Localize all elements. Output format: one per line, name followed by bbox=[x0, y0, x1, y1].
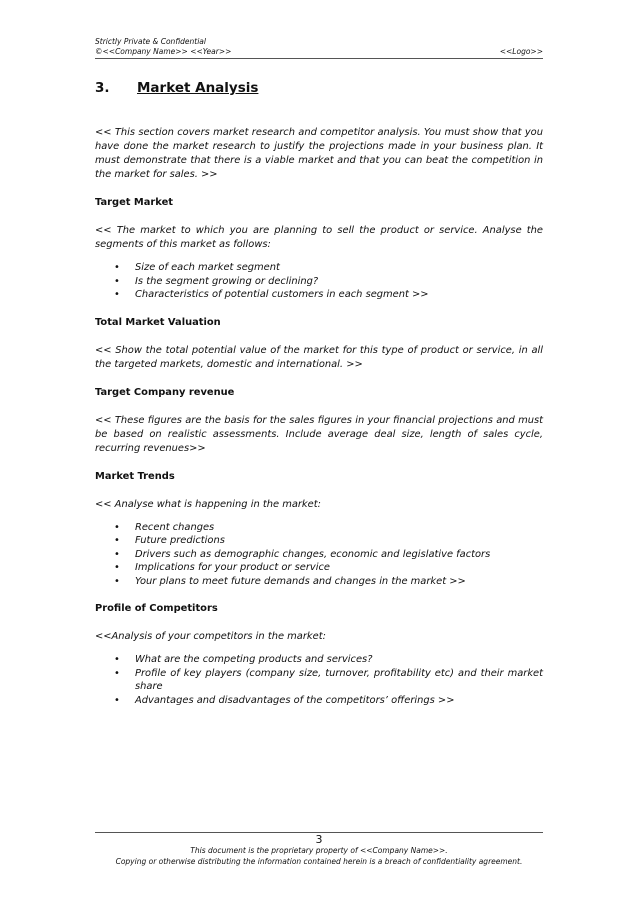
list-item: • Recent changes bbox=[114, 521, 215, 533]
bullet-icon: • bbox=[114, 562, 120, 573]
proprietary-notice: This document is the proprietary property of <<Company Name>>. bbox=[190, 846, 448, 855]
list-item: • Drivers such as demographic changes, economic and legislative factors bbox=[114, 548, 491, 560]
target-market-list bbox=[95, 261, 543, 302]
copyright-warning: Copying or otherwise distributing the information contained herein is a breach of confidentiality agreement. bbox=[115, 856, 523, 866]
list-item: • Implications for your product or service bbox=[114, 562, 330, 573]
page-number: 3 bbox=[315, 833, 323, 846]
section-body bbox=[95, 126, 543, 707]
list-item: • Your plans to meet future demands and changes in the market >> bbox=[114, 575, 466, 587]
competitors-heading: Profile of Competitors bbox=[95, 603, 218, 614]
list-item: • What are the competing products and services? bbox=[114, 654, 373, 665]
bullet-icon: • bbox=[114, 575, 120, 587]
market-trends-list bbox=[95, 521, 543, 589]
copyright-notice: ©<<Company Name>> <<Year>> bbox=[95, 47, 232, 56]
list-item: • Size of each market segment bbox=[114, 262, 280, 273]
bullet-icon: • bbox=[114, 548, 120, 560]
target-revenue-heading: Target Company revenue bbox=[95, 386, 235, 398]
list-item: • Future predictions bbox=[114, 535, 225, 546]
list-item: • Profile of key players (company size, turnover, profitability etc) and their market share bbox=[114, 667, 543, 692]
header-divider bbox=[95, 58, 543, 59]
bullet-icon: • bbox=[114, 667, 120, 679]
bullet-icon: • bbox=[114, 289, 120, 300]
list-item: • Characteristics of potential customers in each segment >> bbox=[114, 289, 429, 300]
confidential-notice: Strictly Private & Confidential bbox=[95, 37, 206, 46]
logo-placeholder: <<Logo>> bbox=[499, 47, 543, 56]
page-footer bbox=[60, 846, 578, 867]
market-trends-text: << Analyse what is happening in the market: bbox=[95, 498, 321, 510]
page-header bbox=[95, 37, 543, 57]
bullet-icon: • bbox=[114, 262, 120, 273]
bullet-icon: • bbox=[114, 535, 120, 546]
section-number: 3. bbox=[95, 80, 110, 96]
bullet-icon: • bbox=[114, 694, 120, 706]
target-market-heading: Target Market bbox=[95, 197, 173, 208]
market-trends-heading: Market Trends bbox=[95, 470, 175, 482]
bullet-icon: • bbox=[114, 521, 120, 533]
bullet-icon: • bbox=[114, 654, 120, 665]
competitors-list bbox=[95, 653, 543, 707]
list-item: • Advantages and disadvantages of the competitors’ offerings >> bbox=[114, 694, 455, 706]
intro-paragraph: << This section covers market research and competitor analysis. You must show that you have done the market research to justify the projections made in your business plan. It must demonstrate that there is a viable market and that you can beat the competition in the market for sales. >> bbox=[95, 127, 543, 180]
total-market-text: << Show the total potential value of the market for this type of product or service, in all the targeted markets, domestic and international. >> bbox=[95, 344, 543, 370]
target-revenue-text: << These figures are the basis for the sales figures in your financial projections and must be based on realistic assessments. Include average deal size, length of sales cycle, recurring revenues>> bbox=[95, 414, 543, 454]
bullet-icon: • bbox=[114, 275, 120, 287]
competitors-text: <<Analysis of your competitors in the market: bbox=[95, 631, 326, 642]
total-market-heading: Total Market Valuation bbox=[95, 316, 221, 328]
target-market-text: << The market to which you are planning to sell the product or service. Analyse the segments of this market as follows: bbox=[95, 225, 543, 250]
list-item: • Is the segment growing or declining? bbox=[114, 275, 319, 287]
section-title bbox=[95, 80, 258, 96]
section-title-text: Market Analysis bbox=[137, 80, 259, 96]
